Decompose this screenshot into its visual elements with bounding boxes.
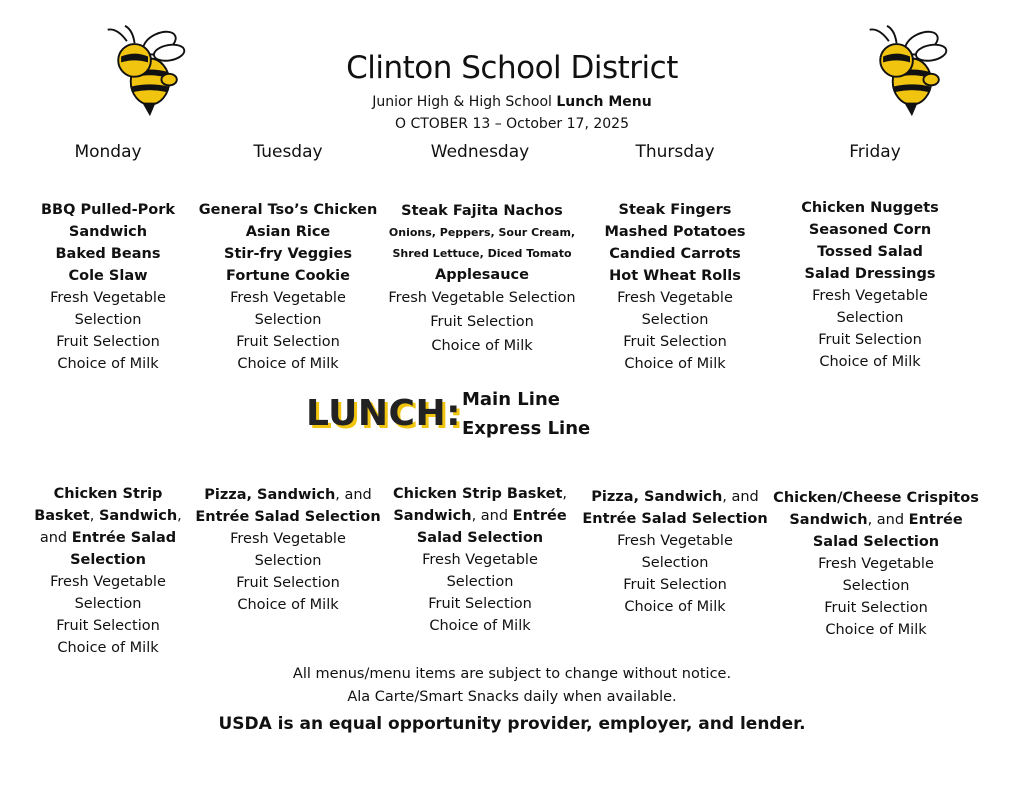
menu-item: Fruit Selection [623,577,727,593]
menu-dates: O CTOBER 13 – October 17, 2025 [395,116,629,132]
menu-item: Selection [254,312,322,328]
express-menu-thursday [582,486,768,618]
menu-item: and Entrée Salad [39,530,177,546]
menu-item: Fresh Vegetable [230,531,346,547]
menu-item-detail: Shred Lettuce, Diced Tomato [392,247,572,260]
menu-item: Sandwich [68,224,148,240]
express-menu-tuesday [195,484,381,616]
main-menu-thursday [582,199,768,375]
menu-item: Selection [842,578,910,594]
menu-item: Fruit Selection [236,334,340,350]
menu-item: Applesauce [435,267,529,283]
menu-item: Sandwich, and Entrée [393,508,567,524]
menu-item: Entrée Salad Selection [582,511,768,527]
menu-item: Fresh Vegetable Selection [388,290,576,306]
menu-item: Fruit Selection [623,334,727,350]
menu-item: Choice of Milk [819,354,921,370]
menu-item: Salad Dressings [804,266,936,282]
menu-item: Stir-fry Veggies [224,246,352,262]
menu-item: Choice of Milk [237,597,339,613]
menu-item: Hot Wheat Rolls [609,268,741,284]
menu-item: Selection [641,555,709,571]
menu-item: Fruit Selection [818,332,922,348]
menu-item: Fortune Cookie [226,268,350,284]
menu-item: Choice of Milk [624,356,726,372]
menu-item: Chicken/Cheese Crispitos [773,490,979,506]
menu-item: Seasoned Corn [808,222,932,238]
menu-item: Choice of Milk [57,356,159,372]
menu-item: Choice of Milk [825,622,927,638]
menu-item: Steak Fajita Nachos [401,203,563,219]
lunch-banner [306,393,461,434]
menu-item: General Tso’s Chicken [198,202,378,218]
menu-item: Choice of Milk [624,599,726,615]
menu-item: Selection [70,552,146,568]
subtitle-bold: Lunch Menu [556,94,652,110]
menu-item: Candied Carrots [609,246,741,262]
main-menu-monday [15,199,201,375]
express-menu-monday [15,483,201,659]
menu-item: Fresh Vegetable [50,574,166,590]
lunch-lines [462,385,590,443]
menu-item: Fresh Vegetable [812,288,928,304]
menu-item: Chicken Strip Basket, [392,486,567,502]
menu-item: Choice of Milk [429,618,531,634]
menu-item: Choice of Milk [431,338,533,354]
day-thursday: Thursday [635,142,715,162]
menu-item-detail: Onions, Peppers, Sour Cream, [388,226,576,239]
day-monday: Monday [74,142,142,162]
menu-item: Choice of Milk [237,356,339,372]
menu-item: Steak Fingers [618,202,732,218]
main-line-label: Main Line [462,389,560,410]
menu-item: Basket, Sandwich, [34,508,182,524]
main-menu-wednesday [377,200,587,358]
menu-item: Sandwich, and Entrée [789,512,963,528]
menu-item: Fresh Vegetable [50,290,166,306]
day-friday: Friday [849,142,901,162]
footer-ala-carte: Ala Carte/Smart Snacks daily when available. [347,689,677,705]
menu-item: Fresh Vegetable [617,533,733,549]
day-tuesday: Tuesday [253,142,323,162]
menu-item: Fruit Selection [430,314,534,330]
menu-item: Entrée Salad Selection [195,509,381,525]
menu-item: Chicken Strip [53,486,163,502]
menu-item: Fruit Selection [56,618,160,634]
menu-item: Selection [74,312,142,328]
day-wednesday: Wednesday [430,142,530,162]
menu-item: Salad Selection [812,534,940,550]
menu-item: BBQ Pulled-Pork [41,202,175,218]
menu-item: Fruit Selection [56,334,160,350]
menu-item: Baked Beans [55,246,161,262]
menu-item: Fruit Selection [236,575,340,591]
menu-item: Selection [446,574,514,590]
menu-item: Chicken Nuggets [801,200,939,216]
menu-item: Fruit Selection [824,600,928,616]
menu-item: Mashed Potatoes [604,224,746,240]
menu-item: Pizza, Sandwich, and [204,487,372,503]
menu-item: Selection [836,310,904,326]
usda-statement: USDA is an equal opportunity provider, employer, and lender. [218,714,806,734]
menu-item: Salad Selection [416,530,544,546]
menu-item: Fruit Selection [428,596,532,612]
menu-subtitle [0,94,1024,110]
menu-item: Fresh Vegetable [422,552,538,568]
menu-item: Fresh Vegetable [818,556,934,572]
menu-item: Cole Slaw [68,268,148,284]
lunch-word: LUNCH [306,393,447,434]
menu-item: Choice of Milk [57,640,159,656]
main-menu-friday [777,197,963,373]
express-line-label: Express Line [462,418,591,439]
menu-item: Fresh Vegetable [230,290,346,306]
menu-item: Selection [254,553,322,569]
page-title: Clinton School District [346,50,678,86]
express-menu-friday [770,487,982,641]
menu-item: Asian Rice [245,224,331,240]
menu-item: Selection [74,596,142,612]
footer-disclaimer: All menus/menu items are subject to change without notice. [292,666,732,682]
express-menu-wednesday [387,483,573,637]
subtitle-prefix: Junior High & High School [372,94,552,110]
main-menu-tuesday [195,199,381,375]
menu-item: Selection [641,312,709,328]
menu-item: Fresh Vegetable [617,290,733,306]
menu-item: Pizza, Sandwich, and [591,489,759,505]
menu-item: Tossed Salad [817,244,923,260]
lunch-colon: : [446,393,461,434]
